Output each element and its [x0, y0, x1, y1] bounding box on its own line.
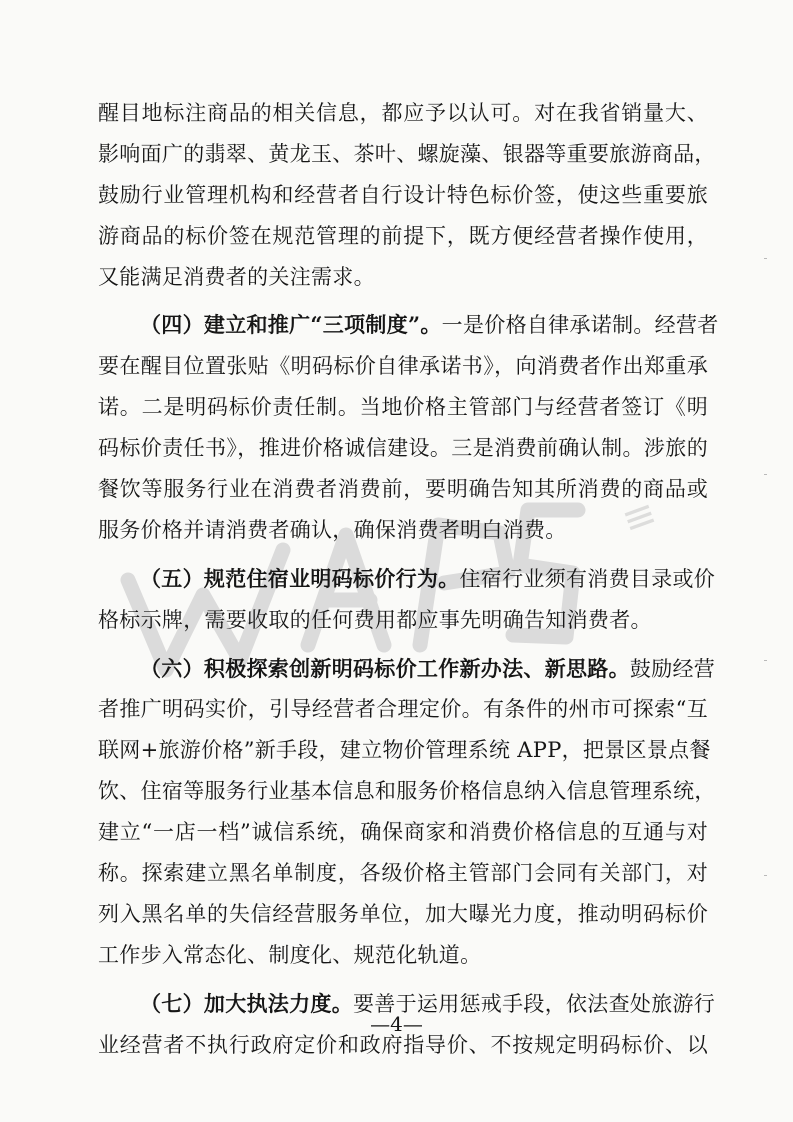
- text-run: 鼓励经营: [629, 656, 716, 681]
- text-line: 又能满足消费者的关注需求。: [98, 264, 375, 289]
- section-heading: （六）积极探索创新明码标价工作新办法、新思路。: [140, 655, 630, 681]
- text-line: 工作步入常态化、制度化、规范化轨道。: [98, 942, 482, 967]
- text-line: 服务价格并请消费者确认，确保消费者明白消费。: [98, 517, 567, 542]
- text-line: 者推广明码实价，引导经营者合理定价。有条件的州市可探索“互: [98, 697, 708, 722]
- paragraph-four: [98, 305, 719, 550]
- section-heading: （四）建立和推广“三项制度”。: [140, 312, 442, 338]
- paragraph-six: [98, 649, 716, 976]
- page-number: —4—: [370, 1012, 423, 1036]
- section-heading: （七）加大执法力度。: [140, 990, 353, 1016]
- text-line: 列入黑名单的失信经营服务单位，加大曝光力度，推动明码标价: [98, 901, 708, 926]
- scan-mark: [764, 660, 767, 661]
- text-run: 住宿行业须有消费目录或价: [459, 566, 716, 591]
- scan-mark: [764, 474, 767, 475]
- paragraph-continuation: [98, 93, 716, 297]
- text-line: 影响面广的翡翠、黄龙玉、茶叶、螺旋藻、银器等重要旅游商品，: [98, 141, 716, 166]
- body-text: [98, 93, 719, 1065]
- text-line: 格标示牌，需要收取的任何费用都应事先明确告知消费者。: [98, 607, 652, 632]
- text-line: 要在醒目位置张贴《明码标价自律承诺书》，向消费者作出郑重承: [98, 354, 708, 379]
- text-line: 醒目地标注商品的相关信息，都应予以认可。对在我省销量大、: [98, 101, 708, 125]
- text-line: 码标价责任书》，推进价格诚信建设。三是消费前确认制。涉旅的: [98, 436, 708, 461]
- text-line: 诺。二是明码标价责任制。当地价格主管部门与经营者签订《明: [98, 395, 708, 420]
- text-run: 要善于运用惩戒手段，依法查处旅游行: [353, 991, 716, 1016]
- text-line: 业经营者不执行政府定价和政府指导价、不按规定明码标价、以: [98, 1032, 708, 1057]
- scan-mark: [764, 258, 767, 259]
- text-line: [98, 559, 716, 600]
- paragraph-five: [98, 559, 716, 641]
- text-line: 游商品的标价签在规范管理的前提下，既方便经营者操作使用，: [98, 223, 708, 248]
- section-heading: （五）规范住宿业明码标价行为。: [140, 565, 460, 591]
- text-line: [98, 305, 719, 346]
- svg-text:≡: ≡: [615, 489, 663, 545]
- text-line: 称。探索建立黑名单制度，各级价格主管部门会同有关部门，对: [98, 861, 708, 886]
- text-line: 饮、住宿等服务行业基本信息和服务价格信息纳入信息管理系统，: [98, 779, 716, 804]
- scan-mark: [764, 875, 767, 876]
- text-line: 建立“一店一档”诚信系统，确保商家和消费价格信息的互通与对: [98, 820, 708, 845]
- text-line: 联网+旅游价格”新手段，建立物价管理系统 APP，把景区景点餐: [98, 738, 711, 763]
- text-line: [98, 649, 716, 690]
- text-run: 一是价格自律承诺制。经营者: [441, 313, 719, 338]
- text-line: 餐饮等服务行业在消费者消费前，要明确告知其所消费的商品或: [98, 477, 708, 502]
- text-line: 鼓励行业管理机构和经营者自行设计特色标价签，使这些重要旅: [98, 182, 708, 207]
